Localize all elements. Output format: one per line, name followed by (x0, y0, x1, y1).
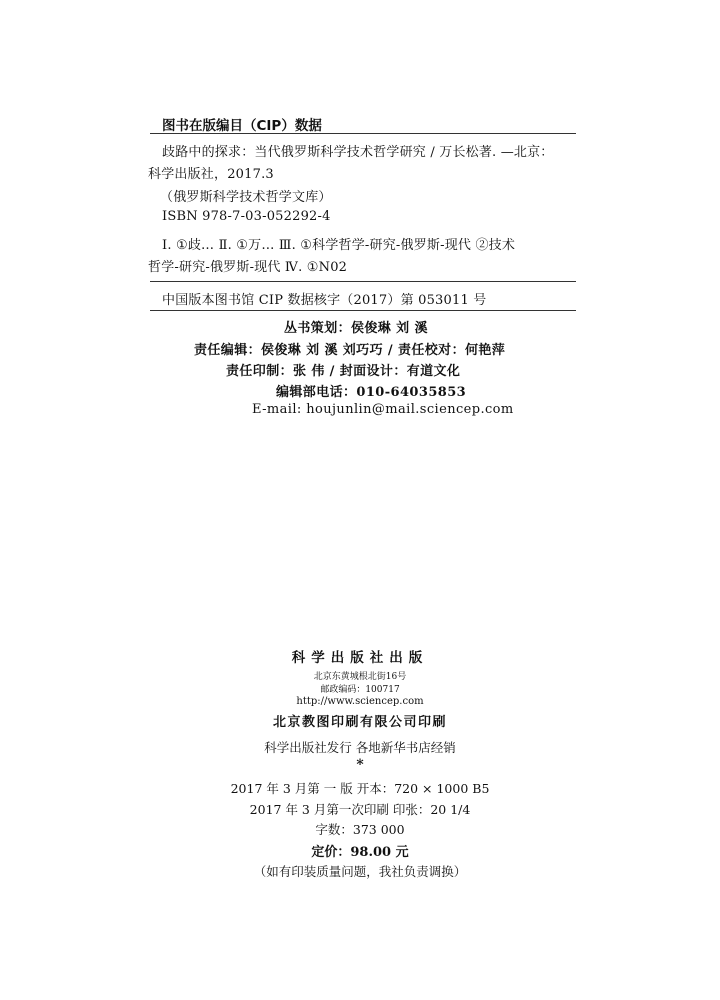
cip-entry-line1: 歧路中的探求：当代俄罗斯科学技术哲学研究 / 万长松著. —北京： (162, 145, 554, 160)
series-planner: 丛书策划：侯俊琳 刘 溪 (284, 321, 428, 336)
cip-entry-line2: 科学出版社，2017.3 (148, 167, 274, 182)
responsible-editors: 责任编辑：侯俊琳 刘 溪 刘巧巧 / 责任校对：何艳萍 (194, 343, 506, 358)
cip-top-rule (150, 133, 576, 134)
quality-note: （如有印装质量问题，我社负责调换） (253, 864, 467, 879)
word-count: 字数：373 000 (315, 822, 405, 837)
cip-subject-line1: Ⅰ. ①歧… Ⅱ. ①万… Ⅲ. ①科学哲学-研究-俄罗斯-现代 ②技术 (162, 238, 516, 253)
price: 定价：98.00 元 (311, 845, 409, 860)
print-and-cover-design: 责任印制：张 伟 / 封面设计：有道文化 (226, 364, 461, 379)
separator-asterisk: * (356, 757, 364, 773)
publisher-name: 科学出版社出版 (291, 650, 429, 666)
publisher-website: http://www.sciencep.com (296, 696, 424, 707)
cip-middle-rule (150, 281, 576, 282)
distribution: 科学出版社发行 各地新华书店经销 (264, 740, 456, 755)
cip-library-record: 中国版本图书馆 CIP 数据核字（2017）第 053011 号 (162, 293, 487, 308)
printing-info: 2017 年 3 月第一次印刷 印张：20 1/4 (249, 802, 471, 817)
cip-isbn: ISBN 978-7-03-052292-4 (162, 209, 331, 224)
cip-heading: 图书在版编目（CIP）数据 (162, 118, 322, 134)
cip-series: （俄罗斯科学技术哲学文库） (160, 190, 332, 205)
editorial-phone: 编辑部电话：010-64035853 (276, 385, 467, 400)
edition-info: 2017 年 3 月第 一 版 开本：720 × 1000 B5 (230, 781, 490, 796)
cip-bottom-rule (150, 310, 576, 311)
publisher-postcode: 邮政编码：100717 (320, 685, 400, 695)
cip-subject-line2: 哲学-研究-俄罗斯-现代 Ⅳ. ①N02 (148, 260, 348, 275)
printer: 北京教图印刷有限公司印刷 (272, 715, 447, 730)
editorial-email: E-mail: houjunlin@mail.sciencep.com (252, 402, 514, 417)
publisher-address: 北京东黄城根北街16号 (313, 672, 407, 682)
